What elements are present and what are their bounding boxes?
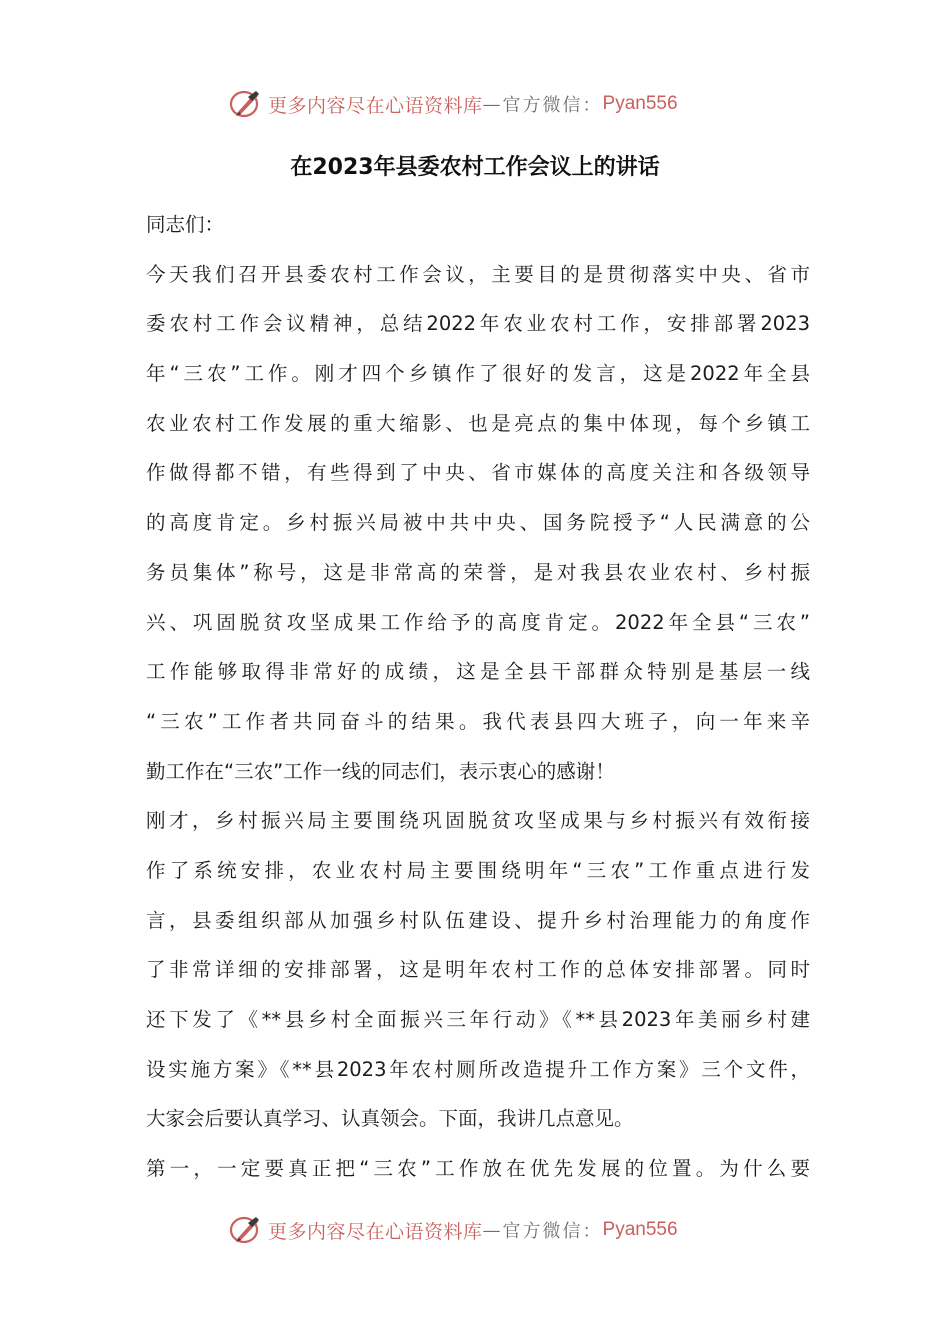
text-line: 刚才，乡村振兴局主要围绕巩固脱贫攻坚成果与乡村振兴有效衔接	[146, 809, 810, 833]
text-line: 年“三农”工作。刚才四个乡镇作了很好的发言，这是2022年全县	[146, 362, 810, 386]
text-line: “三农”工作者共同奋斗的结果。我代表县四大班子，向一年来辛	[146, 709, 810, 733]
text-line: 言，县委组织部从加强乡村队伍建设、提升乡村治理能力的角度作	[146, 908, 810, 932]
watermark-sub-text: 官方微信：	[502, 1221, 603, 1242]
text-line: 大家会后要认真学习、认真领会。下面，我讲几点意见。	[146, 1107, 634, 1131]
watermark-id-text: Pyan556	[602, 93, 678, 114]
text-line: 第一，一定要真正把“三农”工作放在优先发展的位置。为什么要	[146, 1157, 810, 1181]
text-line: 务员集体”称号，这是非常高的荣誉，是对我县农业农村、乡村振	[146, 560, 810, 584]
watermark-dash: —	[482, 1219, 503, 1241]
watermark-main-text: 更多内容尽在心语资料库	[268, 94, 483, 117]
watermark-main-text: 更多内容尽在心语资料库	[268, 1220, 483, 1243]
quill-logo-icon	[228, 87, 262, 121]
watermark-dash: —	[482, 93, 503, 115]
quill-logo-icon	[228, 1213, 262, 1247]
document-title: 在2023年县委农村工作会议上的讲话	[290, 155, 660, 180]
text-line: 勤工作在“三农”工作一线的同志们，表示衷心的感谢！	[146, 759, 615, 783]
watermark-sub-text: 官方微信：	[502, 95, 603, 116]
text-line: 今天我们召开县委农村工作会议，主要目的是贯彻落实中央、省市	[146, 262, 810, 286]
watermark-banner-bottom	[228, 1212, 678, 1248]
text-line: 作了系统安排，农业农村局主要围绕明年“三农”工作重点进行发	[146, 858, 810, 882]
text-line: 了非常详细的安排部署，这是明年农村工作的总体安排部署。同时	[146, 958, 810, 982]
watermark-id-text: Pyan556	[602, 1219, 678, 1240]
text-line: 工作能够取得非常好的成绩，这是全县干部群众特别是基层一线	[146, 660, 810, 684]
text-line: 的高度肯定。乡村振兴局被中共中央、国务院授予“人民满意的公	[146, 511, 810, 535]
watermark-banner-top	[228, 86, 678, 122]
text-line: 同志们：	[146, 213, 225, 236]
text-line: 兴、巩固脱贫攻坚成果工作给予的高度肯定。2022年全县“三农”	[146, 610, 810, 634]
text-line: 作做得都不错，有些得到了中央、省市媒体的高度关注和各级领导	[146, 461, 810, 485]
text-line: 设实施方案》《**县2023年农村厕所改造提升工作方案》三个文件，	[146, 1057, 810, 1081]
text-line: 农业农村工作发展的重大缩影、也是亮点的集中体现，每个乡镇工	[146, 411, 810, 435]
document-body	[146, 200, 810, 1194]
text-line: 还下发了《**县乡村全面振兴三年行动》《**县2023年美丽乡村建	[146, 1008, 810, 1031]
text-line: 委农村工作会议精神，总结2022年农业农村工作，安排部署2023	[146, 312, 810, 336]
